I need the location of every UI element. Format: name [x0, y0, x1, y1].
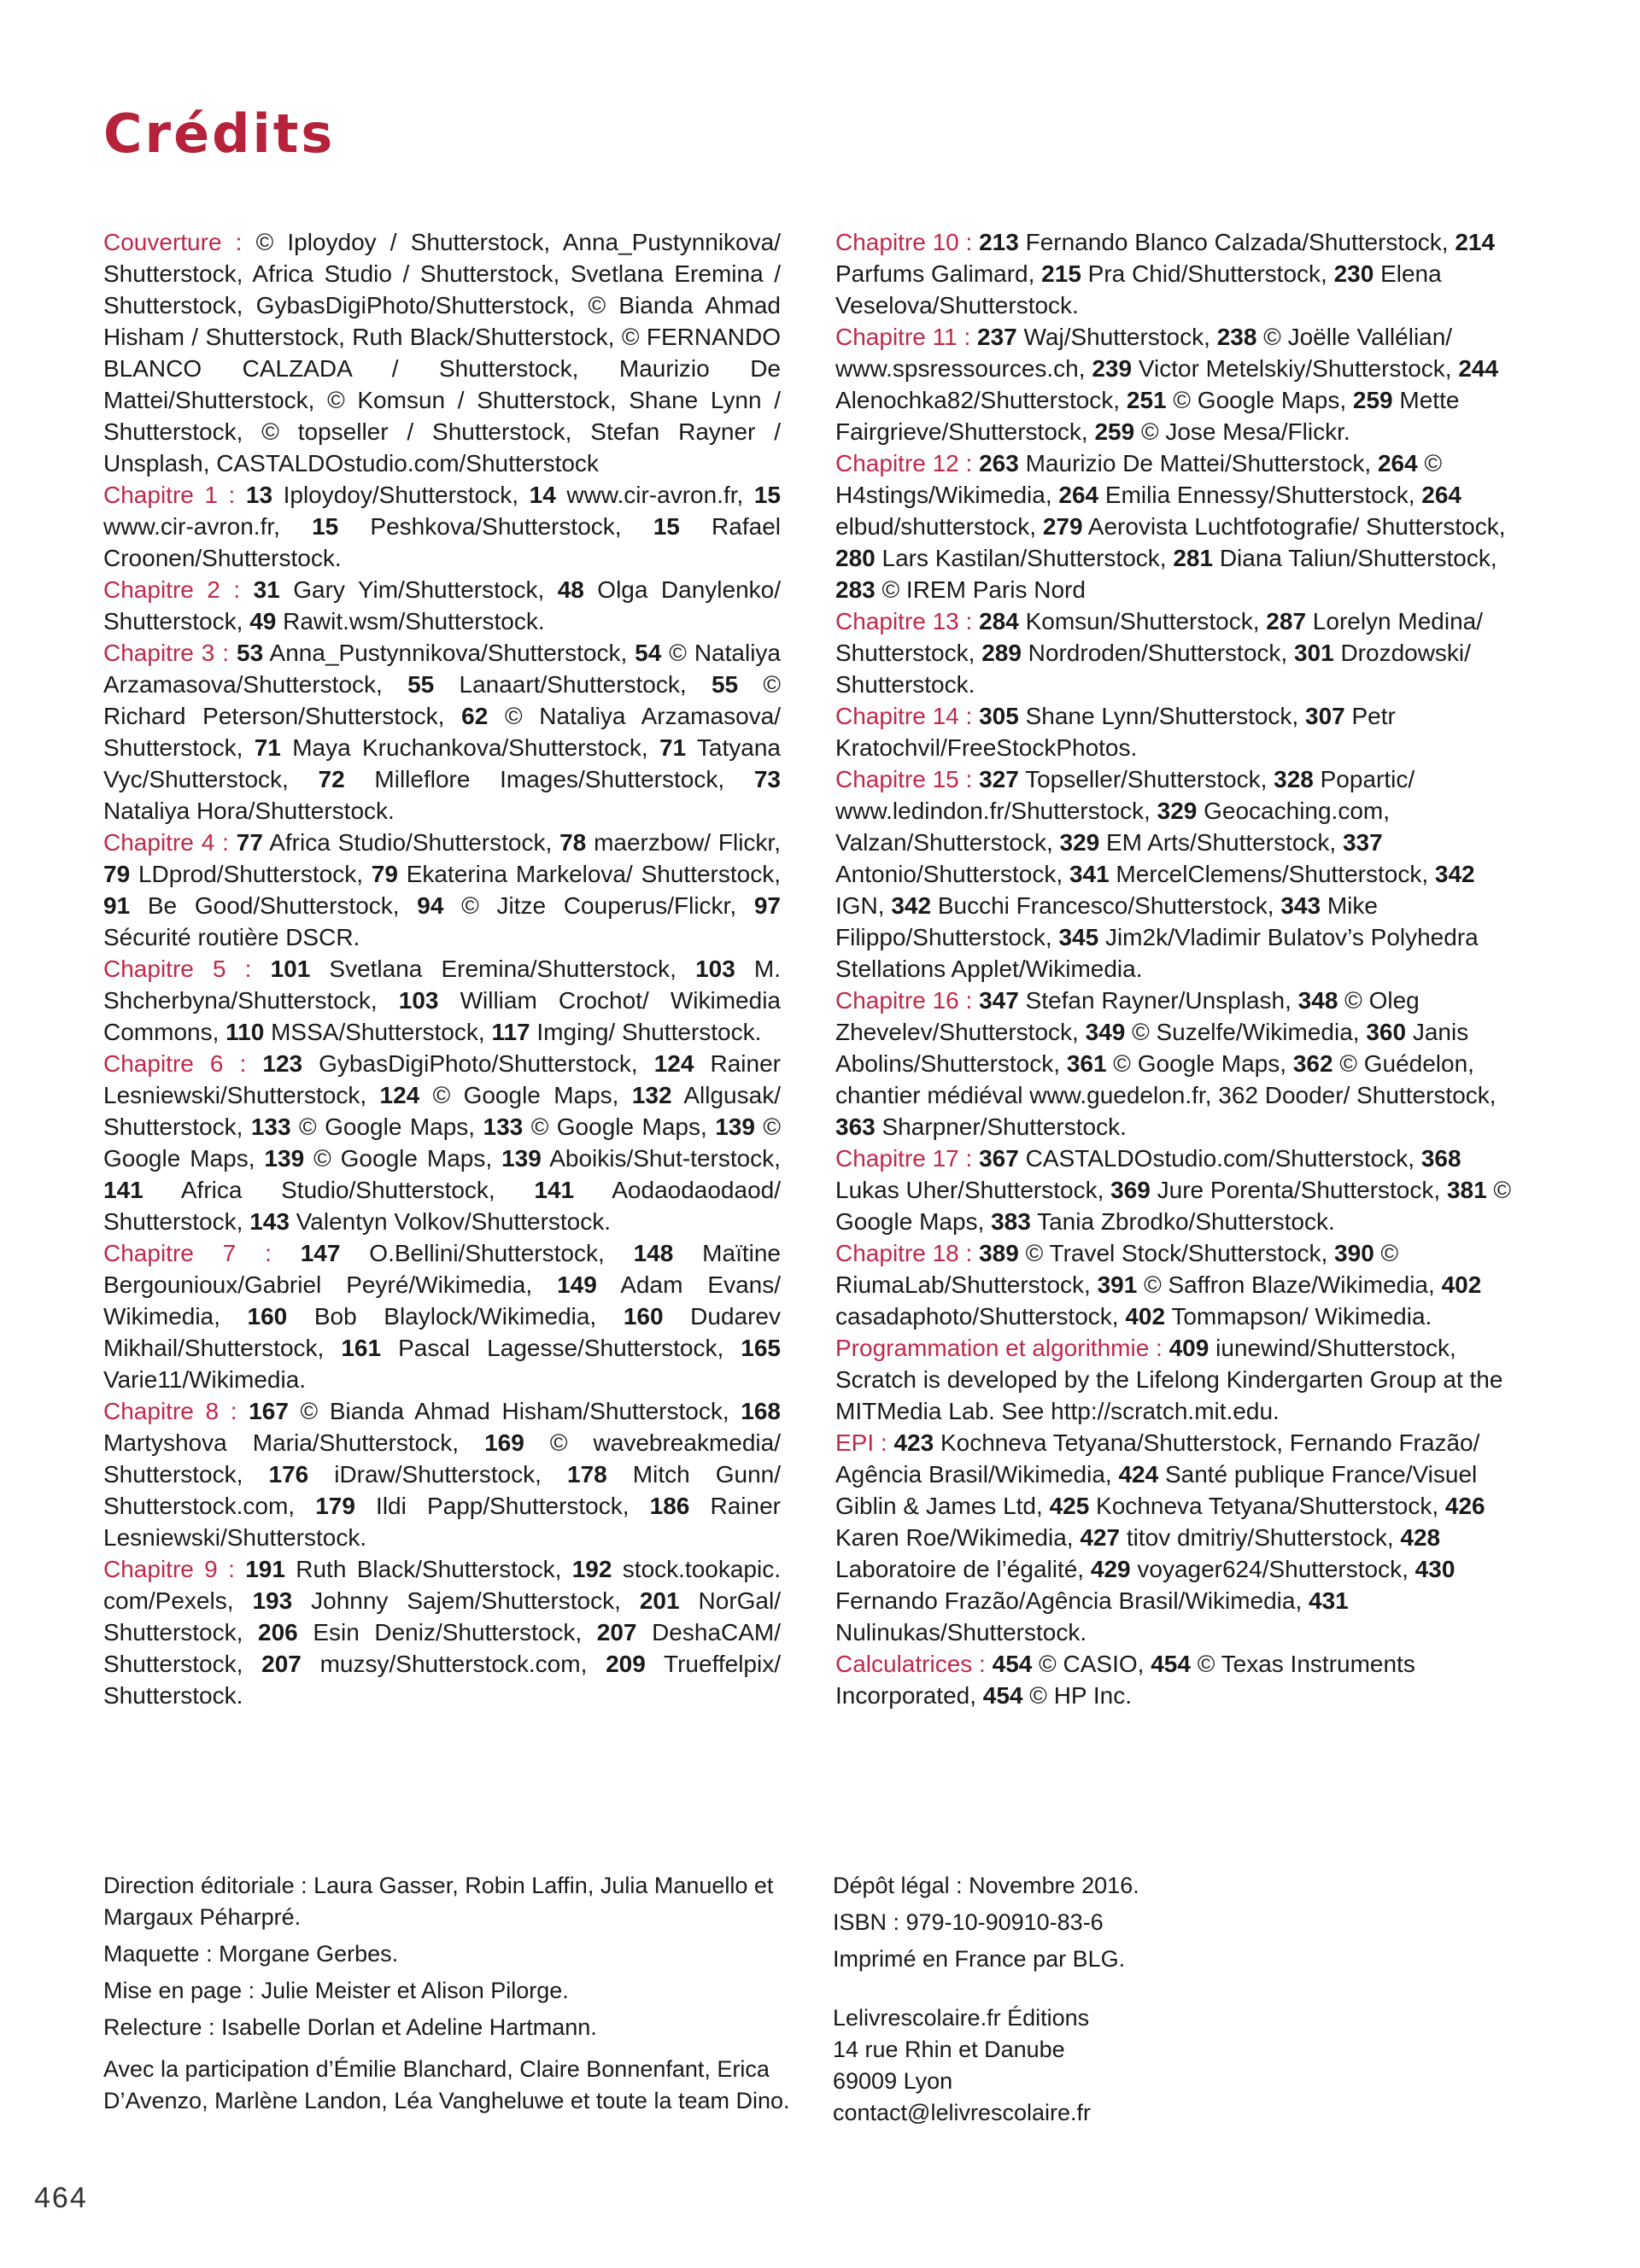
credit-section-label: Chapitre 18 : [835, 1240, 980, 1266]
credit-entry [103, 637, 781, 827]
credit-text: 191 Ruth Black/Shutterstock, 192 stock.tookapic. com/Pexels, 193 Johnny Sajem/Shutterstock, 201 NorGal/ Shutterstock, 206 Esin Deniz/Shutterstock, 207 DeshaCAM/ Shutterstock, 207 muzsy/Shutterstock.com, 209 Trueffelpix/ Shutterstock. [103, 1556, 782, 1709]
credit-section-label: Chapitre 8 : [103, 1398, 249, 1424]
credit-entry [835, 1648, 1519, 1711]
credit-text: 123 GybasDigiPhoto/Shutterstock, 124 Rainer Lesniewski/Shutterstock, 124 © Google Maps, 132 Allgusak/ Shutterstock, 133 © Google Maps, 133 © Google Maps, 139 © Google Maps, 139 © Google Maps, 139 Aboikis/Shut-terstock, 141 Africa Studio/Shutterstock, 141 Aodaodaodaod/ Shutterstock, 143 Valentyn Volkov/Shutterstock. [103, 1050, 781, 1235]
credit-section-label: Chapitre 16 : [835, 987, 980, 1014]
credit-section-label: Chapitre 6 : [103, 1050, 263, 1077]
publisher-city: 69009 Lyon [833, 2068, 953, 2094]
footer-publication [833, 1870, 1431, 2129]
footer-line: Maquette : Morgane Gerbes. [103, 1941, 399, 1967]
credit-text: 305 Shane Lynn/Shutterstock, 307 Petr Kratochvil/FreeStockPhotos. [835, 703, 1396, 761]
credit-entry [835, 1143, 1519, 1237]
credit-entry [835, 1237, 1519, 1332]
credit-entry [835, 605, 1519, 700]
credit-text: 409 iunewind/Shutterstock, Scratch is developed by the Lifelong Kindergarten Group at the MITMedia Lab. See http://scratch.mit.edu. [835, 1335, 1503, 1424]
credit-entry [835, 985, 1519, 1143]
credit-section-label: Chapitre 12 : [835, 450, 980, 476]
legal-deposit: Dépôt légal : Novembre 2016. [833, 1873, 1139, 1898]
credit-text: 327 Topseller/Shutterstock, 328 Popartic/ www.ledindon.fr/Shutterstock, 329 Geocaching.com, Valzan/Shutterstock, 329 EM Arts/Shutterstock, 337 Antonio/Shutterstock, 341 MercelClemens/Shutterstock, 342 IGN, 342 Bucchi Francesco/Shutterstock, 343 Mike Filippo/Shutterstock, 345 Jim2k/Vladimir Bulatov’s Polyhedra Stellations Applet/Wikimedia. [835, 766, 1479, 982]
credit-entry [103, 574, 781, 637]
credit-entry [835, 1427, 1519, 1648]
credit-entry [103, 1048, 781, 1237]
credit-entry [103, 479, 781, 574]
publisher-street: 14 rue Rhin et Danube [833, 2037, 1065, 2062]
credit-text: 389 © Travel Stock/Shutterstock, 390 © RiumaLab/Shutterstock, 391 © Saffron Blaze/Wikimedia, 402 casadaphoto/Shutterstock, 402 Tommapson/ Wikimedia. [835, 1240, 1482, 1330]
credit-text: 284 Komsun/Shutterstock, 287 Lorelyn Medina/ Shutterstock, 289 Nordroden/Shutterstock, 301 Drozdowski/ Shutterstock. [835, 608, 1484, 698]
credit-text: © Iploydoy / Shutterstock, Anna_Pustynnikova/ Shutterstock, Africa Studio / Shutterstock, Svetlana Eremina / Shutterstock, GybasDigiPhoto/Shutterstock, © Bianda Ahmad Hisham / Shutterstock, Ruth Black/Shutterstock, © FERNANDO BLANCO CALZADA / Shutterstock, Maurizio De Mattei/Shutterstock, © Komsun / Shutterstock, Shane Lynn / Shutterstock, © topseller / Shutterstock, Stefan Rayner / Unsplash, CASTALDOstudio.com/Shutterstock [103, 229, 781, 476]
credit-text: 31 Gary Yim/Shutterstock, 48 Olga Danylenko/ Shutterstock, 49 Rawit.wsm/Shutterstock. [103, 576, 781, 634]
credit-section-label: Chapitre 9 : [103, 1556, 246, 1582]
credit-entry [835, 700, 1519, 763]
credit-section-label: Chapitre 7 : [103, 1240, 301, 1266]
credit-entry [835, 1332, 1519, 1427]
credit-entry [103, 226, 781, 479]
credit-section-label: Chapitre 11 : [835, 324, 978, 350]
credit-section-label: Chapitre 2 : [103, 576, 254, 603]
credit-section-label: Chapitre 15 : [835, 766, 980, 792]
credit-text: 454 © CASIO, 454 © Texas Instruments Incorporated, 454 © HP Inc. [835, 1651, 1415, 1709]
publisher-name: Lelivrescolaire.fr Éditions [833, 2005, 1090, 2031]
credit-text: 237 Waj/Shutterstock, 238 © Joëlle Vallélian/ www.spsressources.ch, 239 Victor Metelskiy/Shutterstock, 244 Alenochka82/Shutterstock, 251 © Google Maps, 259 Mette Fairgrieve/Shutterstock, 259 © Jose Mesa/Flickr. [835, 324, 1499, 445]
publisher-email: contact@lelivrescolaire.fr [833, 2100, 1092, 2125]
credit-text: 167 © Bianda Ahmad Hisham/Shutterstock, 168 Martyshova Maria/Shutterstock, 169 © wavebreakmedia/ Shutterstock, 176 iDraw/Shutterstock, 178 Mitch Gunn/ Shutterstock.com, 179 Ildi Papp/Shutterstock, 186 Rainer Lesniewski/Shutterstock. [103, 1398, 781, 1551]
credit-section-label: Chapitre 17 : [835, 1145, 980, 1172]
credit-entry [835, 763, 1519, 985]
credit-text: 101 Svetlana Eremina/Shutterstock, 103 M. Shcherbyna/Shutterstock, 103 William Crochot/ Wikimedia Commons, 110 MSSA/Shutterstock, 117 Imging/ Shutterstock. [103, 956, 782, 1045]
printer: Imprimé en France par BLG. [833, 1946, 1126, 1972]
footer-editorial [103, 1870, 795, 2122]
credit-entry [103, 953, 781, 1048]
credit-entry [835, 321, 1519, 447]
credit-text: 13 Iploydoy/Shutterstock, 14 www.cir-avron.fr, 15 www.cir-avron.fr, 15 Peshkova/Shutterstock, 15 Rafael Croonen/Shutterstock. [103, 482, 781, 571]
isbn: ISBN : 979-10-90910-83-6 [833, 1909, 1104, 1935]
credit-text: 147 O.Bellini/Shutterstock, 148 Maïtine Bergounioux/Gabriel Peyré/Wikimedia, 149 Adam Evans/ Wikimedia, 160 Bob Blaylock/Wikimedia, 160 Dudarev Mikhail/Shutterstock, 161 Pascal Lagesse/Shutterstock, 165 Varie11/Wikimedia. [103, 1240, 781, 1393]
credit-section-label: Calculatrices : [835, 1651, 993, 1677]
credit-section-label: Chapitre 14 : [835, 703, 980, 729]
credit-entry [103, 1237, 781, 1395]
credit-text: 77 Africa Studio/Shutterstock, 78 maerzbow/ Flickr, 79 LDprod/Shutterstock, 79 Ekaterina Markelova/ Shutterstock, 91 Be Good/Shutterstock, 94 © Jitze Couperus/Flickr, 97 Sécurité routière DSCR. [103, 829, 781, 950]
page-number: 464 [34, 2182, 88, 2214]
credit-entry [835, 226, 1519, 321]
credit-section-label: Chapitre 1 : [103, 482, 246, 508]
footer-line: Mise en page : Julie Meister et Alison Pilorge. [103, 1978, 569, 2003]
footer-line: Relecture : Isabelle Dorlan et Adeline Hartmann. [103, 2014, 597, 2040]
credit-text: 263 Maurizio De Mattei/Shutterstock, 264 © H4stings/Wikimedia, 264 Emilia Ennessy/Shutterstock, 264 elbud/shutterstock, 279 Aerovista Luchtfotografie/ Shutterstock, 280 Lars Kastilan/Shutterstock, 281 Diana Taliun/Shutterstock, 283 © IREM Paris Nord [835, 450, 1506, 603]
credit-entry [103, 827, 781, 953]
credit-text: 367 CASTALDOstudio.com/Shutterstock, 368 Lukas Uher/Shutterstock, 369 Jure Porenta/Shutterstock, 381 © Google Maps, 383 Tania Zbrodko/Shutterstock. [835, 1145, 1512, 1235]
page-title: Crédits [103, 102, 336, 165]
credit-section-label: Couverture : [103, 229, 256, 255]
credit-section-label: Chapitre 10 : [835, 229, 980, 255]
credit-section-label: EPI : [835, 1429, 894, 1456]
credit-section-label: Chapitre 5 : [103, 956, 271, 982]
footer-line: Direction éditoriale : Laura Gasser, Robin Laffin, Julia Manuello et Margaux Péharpré. [103, 1873, 774, 1930]
credit-section-label: Chapitre 4 : [103, 829, 237, 856]
credits-column-right [835, 226, 1519, 1711]
credit-text: 347 Stefan Rayner/Unsplash, 348 © Oleg Zhevelev/Shutterstock, 349 © Suzelfe/Wikimedia, 360 Janis Abolins/Shutterstock, 361 © Google Maps, 362 © Guédelon, chantier médiéval www.guedelon.fr, 362 Dooder/ Shutterstock, 363 Sharpner/Shutterstock. [835, 987, 1496, 1140]
credit-entry [103, 1553, 781, 1711]
credit-text: 213 Fernando Blanco Calzada/Shutterstock, 214 Parfums Galimard, 215 Pra Chid/Shutterstock, 230 Elena Veselova/Shutterstock. [835, 229, 1496, 319]
credit-entry [835, 447, 1519, 605]
credit-section-label: Chapitre 3 : [103, 640, 237, 666]
credit-entry [103, 1395, 781, 1553]
credit-section-label: Programmation et algorithmie : [835, 1335, 1169, 1361]
credits-column-left [103, 226, 781, 1711]
credit-text: 423 Kochneva Tetyana/Shutterstock, Fernando Frazão/ Agência Brasil/Wikimedia, 424 Santé publique France/Visuel Giblin & James Ltd, 425 Kochneva Tetyana/Shutterstock, 426 Karen Roe/Wikimedia, 427 titov dmitriy/Shutterstock, 428 Laboratoire de l’égalité, 429 voyager624/Shutterstock, 430 Fernando Frazão/Agência Brasil/Wikimedia, 431 Nulinukas/Shutterstock. [835, 1429, 1485, 1645]
footer-line: Avec la participation d’Émilie Blanchard, Claire Bonnenfant, Erica D’Avenzo, Marlène Landon, Léa Vangheluwe et toute la team Dino. [103, 2056, 790, 2113]
credit-text: 53 Anna_Pustynnikova/Shutterstock, 54 © Nataliya Arzamasova/Shutterstock, 55 Lanaart/Shutterstock, 55 © Richard Peterson/Shutterstock, 62 © Nataliya Arzamasova/ Shutterstock, 71 Maya Kruchankova/Shutterstock, 71 Tatyana Vyc/Shutterstock, 72 Milleflore Images/Shutterstock, 73 Nataliya Hora/Shutterstock. [103, 640, 781, 824]
credit-section-label: Chapitre 13 : [835, 608, 980, 634]
